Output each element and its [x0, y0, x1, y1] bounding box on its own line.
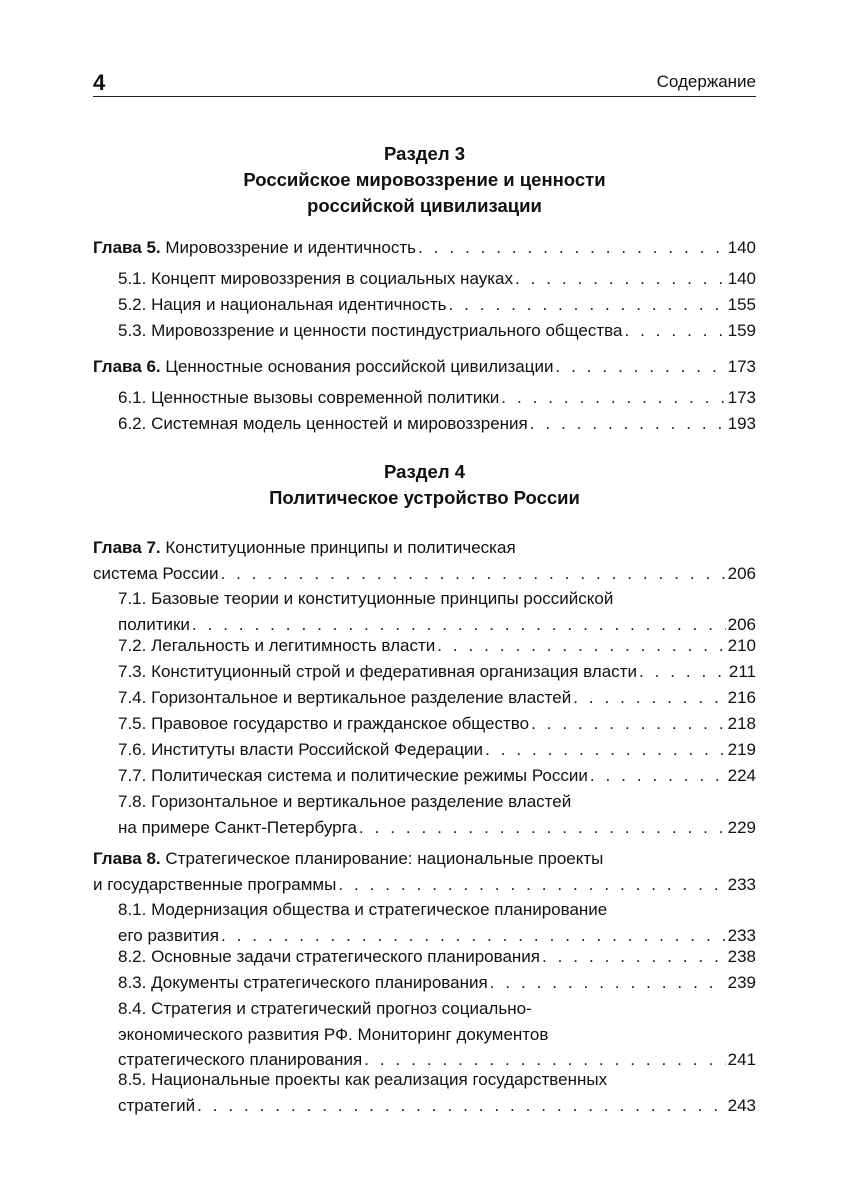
page-ref: 140 [727, 269, 756, 288]
toc-item[interactable] [118, 586, 756, 637]
item-title: 7.2. Легальность и легитимность власти [118, 636, 436, 655]
item-title-line: 7.1. Базовые теории и конституционные принципы российской [118, 589, 614, 608]
toc-item[interactable] [118, 944, 756, 970]
section-title-line: Российское мировоззрение и ценности [243, 169, 606, 190]
toc-chapter[interactable] [93, 354, 756, 380]
page-ref: 173 [727, 357, 756, 376]
page-ref: 218 [727, 714, 756, 733]
item-title: 7.7. Политическая система и политические режимы России [118, 766, 588, 785]
toc-item[interactable] [118, 659, 756, 685]
section-label: Раздел 3 [383, 143, 466, 164]
dot-leader [220, 561, 725, 587]
dot-leader [590, 763, 726, 789]
page-ref: 210 [727, 636, 756, 655]
dot-leader [573, 685, 725, 711]
toc-item[interactable] [118, 1067, 756, 1118]
running-head: Содержание [656, 72, 756, 91]
page-number: 4 [93, 70, 106, 95]
chapter-title: и государственные программы [93, 874, 337, 894]
dot-leader [437, 633, 725, 659]
page-header [93, 68, 756, 97]
chapter-prefix: Глава 7. [93, 538, 161, 557]
toc-item[interactable] [118, 633, 756, 659]
page-ref: 233 [727, 874, 756, 894]
section-title-line: российской цивилизации [307, 195, 542, 216]
item-title: 8.3. Документы стратегического планирования [118, 973, 488, 992]
page-ref: 233 [727, 925, 756, 945]
toc-item[interactable] [118, 385, 756, 411]
item-title: стратегий [118, 1095, 196, 1115]
chapter-title-line: Стратегическое планирование: национальные проекты [165, 849, 604, 868]
toc-item[interactable] [118, 711, 756, 737]
item-title-line: 8.1. Модернизация общества и стратегическое планирование [118, 900, 608, 919]
chapter-title-line: Конституционные принципы и политическая [165, 538, 516, 557]
chapter-title: Мировоззрение и идентичность [165, 238, 417, 257]
section-label: Раздел 4 [383, 461, 466, 482]
item-title: 5.3. Мировоззрение и ценности постиндустриального общества [118, 321, 623, 340]
dot-leader [530, 411, 726, 437]
section-heading [93, 459, 756, 511]
dot-leader [542, 944, 726, 970]
page-ref: 229 [727, 817, 756, 837]
page-ref: 216 [727, 688, 756, 707]
toc-item[interactable] [118, 266, 756, 292]
dot-leader [449, 292, 726, 318]
toc-chapter[interactable] [93, 846, 756, 897]
toc-item[interactable] [118, 318, 756, 344]
page-ref: 219 [727, 740, 756, 759]
dot-leader [197, 1093, 726, 1119]
item-title: 7.4. Горизонтальное и вертикальное разделение властей [118, 688, 572, 707]
item-title: его развития [118, 925, 219, 945]
item-title: 7.6. Институты власти Российской Федерации [118, 740, 484, 759]
page-ref: 206 [727, 614, 756, 634]
dot-leader [555, 354, 725, 380]
page-ref: 206 [727, 563, 756, 583]
page-ref: 211 [728, 662, 756, 681]
item-title: стратегического планирования [118, 1050, 363, 1069]
toc-item[interactable] [118, 996, 756, 1073]
section-title-line: Политическое устройство России [269, 487, 580, 508]
dot-leader [359, 815, 726, 841]
item-title-line: 7.8. Горизонтальное и вертикальное разделение властей [118, 792, 572, 811]
item-title: политики [118, 614, 190, 634]
toc-item[interactable] [118, 789, 756, 840]
page-ref: 238 [727, 947, 756, 966]
chapter-prefix: Глава 6. [93, 357, 161, 376]
page-ref: 243 [727, 1095, 756, 1115]
page-ref: 159 [727, 321, 756, 340]
toc-item[interactable] [118, 763, 756, 789]
dot-leader [338, 872, 725, 898]
page-ref: 224 [727, 766, 756, 785]
dot-leader [418, 235, 726, 261]
item-title: 8.2. Основные задачи стратегического планирования [118, 947, 541, 966]
dot-leader [501, 385, 725, 411]
page-ref: 155 [727, 295, 756, 314]
toc-chapter[interactable] [93, 235, 756, 261]
item-title-line: 8.4. Стратегия и стратегический прогноз социально- [118, 999, 532, 1018]
chapter-prefix: Глава 5. [93, 238, 161, 257]
item-title: 5.1. Концепт мировоззрения в социальных науках [118, 269, 513, 288]
toc-item[interactable] [118, 970, 756, 996]
item-title: 7.3. Конституционный строй и федеративная организация власти [118, 662, 637, 681]
dot-leader [485, 737, 726, 763]
item-title-line: 8.5. Национальные проекты как реализация государственных [118, 1070, 608, 1089]
chapter-prefix: Глава 8. [93, 849, 161, 868]
item-title-line: экономического развития РФ. Мониторинг документов [118, 1024, 549, 1044]
item-title: 7.5. Правовое государство и гражданское общество [118, 714, 530, 733]
item-title: 6.2. Системная модель ценностей и мировоззрения [118, 414, 528, 433]
toc-item[interactable] [118, 737, 756, 763]
page-ref: 193 [727, 414, 756, 433]
page-ref: 173 [727, 388, 756, 407]
toc-item[interactable] [118, 411, 756, 437]
toc-item[interactable] [118, 897, 756, 948]
dot-leader [639, 659, 727, 685]
chapter-title: Ценностные основания российской цивилизации [165, 357, 554, 376]
dot-leader [515, 266, 726, 292]
dot-leader [490, 970, 726, 996]
section-heading [93, 141, 756, 219]
chapter-title: система России [93, 563, 219, 583]
page-ref: 239 [727, 973, 756, 992]
dot-leader [624, 318, 725, 344]
toc-item[interactable] [118, 292, 756, 318]
item-title: 6.1. Ценностные вызовы современной политики [118, 388, 500, 407]
toc-chapter[interactable] [93, 535, 756, 586]
page-ref: 241 [727, 1050, 756, 1069]
item-title: 5.2. Нация и национальная идентичность [118, 295, 447, 314]
toc-item[interactable] [118, 685, 756, 711]
dot-leader [531, 711, 726, 737]
item-title: на примере Санкт-Петербурга [118, 817, 357, 837]
page-ref: 140 [727, 238, 756, 257]
